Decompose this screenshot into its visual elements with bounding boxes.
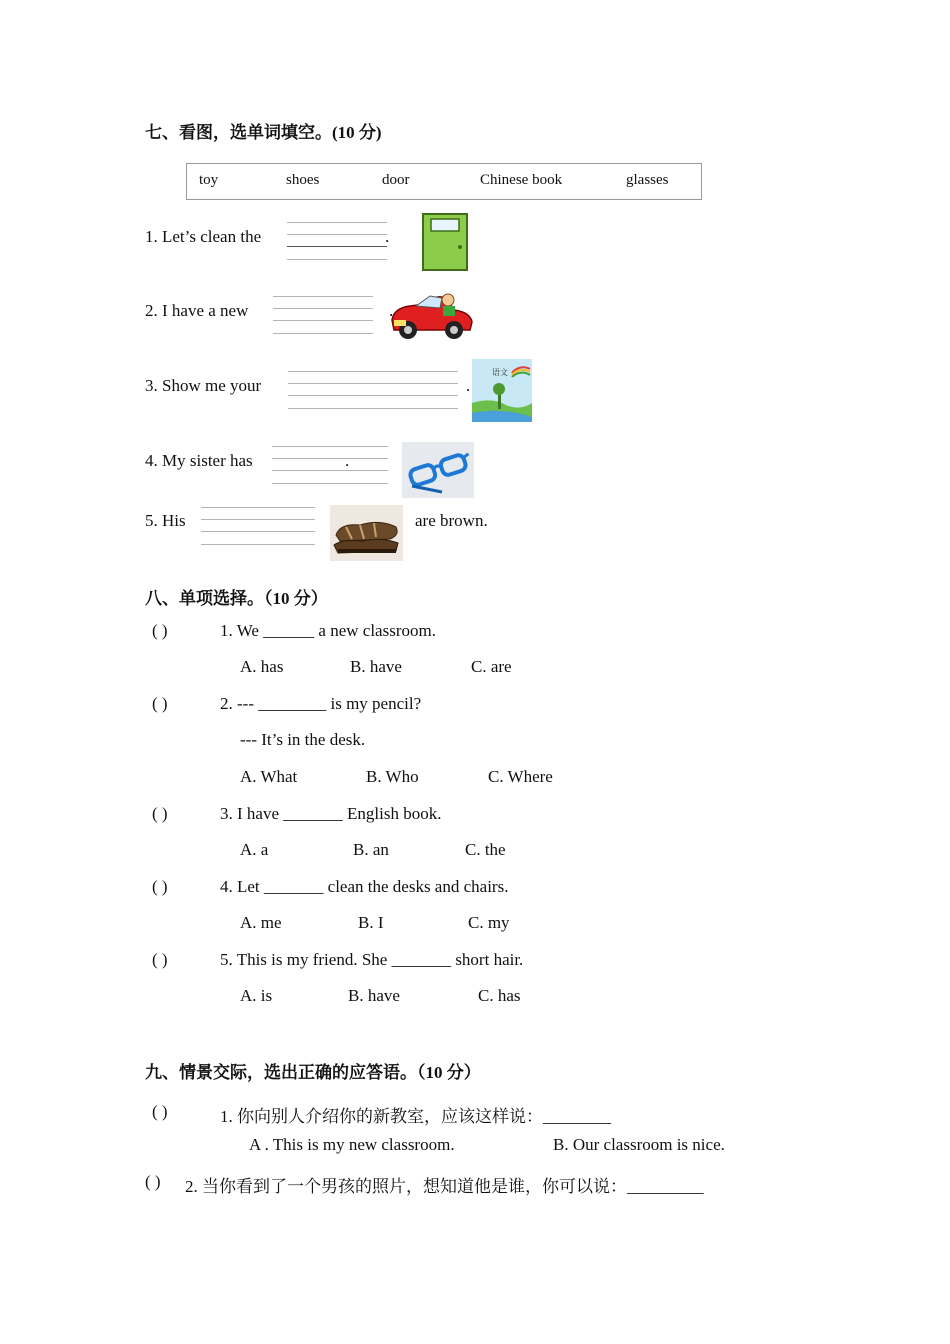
answer-bracket[interactable]: ( ) [152, 877, 168, 896]
word-bank-item: door [382, 172, 410, 188]
mc-question-1-option-a[interactable]: A. has [240, 657, 284, 676]
mc-question-2-response: --- It’s in the desk. [240, 730, 366, 749]
mc-question-5-stem: 5. This is my friend. She _______ short hair. [220, 950, 524, 969]
mc-question-1-option-b[interactable]: B. have [350, 657, 402, 676]
fill-item-2-text: 2. I have a new [145, 301, 249, 320]
answer-bracket[interactable]: ( ) [152, 694, 168, 713]
section7-heading: 七、看图，选单词填空。(10 分) [145, 123, 382, 142]
answer-bracket[interactable]: ( ) [152, 804, 168, 823]
fill-item-4-period: . [345, 451, 350, 470]
answer-bracket[interactable]: ( ) [152, 1102, 168, 1121]
mc-question-3-option-c[interactable]: C. the [465, 840, 506, 859]
mc-question-2-option-c[interactable]: C. Where [488, 767, 553, 786]
fill-item-2-period: . [389, 301, 394, 320]
fill-item-3-text: 3. Show me your [145, 376, 262, 395]
book-cover-title: 语文 [492, 368, 508, 377]
fill-item-5-tail: are brown. [415, 511, 488, 530]
mc-question-2-option-a[interactable]: A. What [240, 767, 298, 786]
fill-item-3-answer-lines[interactable] [288, 371, 458, 411]
answer-bracket[interactable]: ( ) [152, 621, 168, 640]
fill-item-4-text: 4. My sister has [145, 451, 253, 470]
mc-question-4-option-c[interactable]: C. my [468, 913, 510, 932]
word-bank-item: shoes [286, 172, 320, 188]
mc-question-1-option-c[interactable]: C. are [471, 657, 512, 676]
mc-question-4-option-b[interactable]: B. I [358, 913, 384, 932]
mc-question-5-option-c[interactable]: C. has [478, 986, 521, 1005]
fill-item-1-period: . [385, 227, 390, 246]
mc-question-3-stem: 3. I have _______ English book. [220, 804, 442, 823]
section8-heading: 八、单项选择。（10 分） [145, 589, 328, 608]
fill-item-1-answer-lines[interactable] [287, 222, 390, 262]
dialogue-question-1-option-b[interactable]: B. Our classroom is nice. [553, 1135, 725, 1154]
mc-question-4-option-a[interactable]: A. me [240, 913, 282, 932]
fill-item-1-text: 1. Let’s clean the [145, 227, 262, 246]
mc-question-3-option-b[interactable]: B. an [353, 840, 389, 859]
dialogue-question-1-option-a[interactable]: A . This is my new classroom. [249, 1135, 455, 1154]
word-bank-item: glasses [626, 172, 669, 188]
mc-question-2-option-b[interactable]: B. Who [366, 767, 419, 786]
word-bank-item: Chinese book [480, 172, 563, 188]
mc-question-2-stem: 2. --- ________ is my pencil? [220, 694, 422, 713]
dialogue-question-2-stem: 2. 当你看到了一个男孩的照片，想知道他是谁，你可以说：_________ [185, 1177, 704, 1196]
mc-question-5-option-b[interactable]: B. have [348, 986, 400, 1005]
fill-item-3-period: . [466, 376, 471, 395]
glasses-image [402, 442, 474, 498]
fill-item-5-text: 5. His [145, 511, 186, 530]
fill-item-5-answer-lines[interactable] [201, 507, 315, 547]
dialogue-question-1-stem: 1. 你向别人介绍你的新教室，应该这样说：________ [220, 1107, 611, 1126]
shoes-image [330, 505, 403, 561]
word-bank-item: toy [199, 172, 219, 188]
section9-heading: 九、情景交际，选出正确的应答语。（10 分） [145, 1063, 481, 1082]
fill-item-4-answer-lines[interactable] [272, 446, 388, 486]
mc-question-1-stem: 1. We ______ a new classroom. [220, 621, 436, 640]
answer-bracket[interactable]: ( ) [145, 1172, 161, 1191]
mc-question-5-option-a[interactable]: A. is [240, 986, 273, 1005]
toy-car-image [386, 290, 476, 342]
fill-item-2-answer-lines[interactable] [273, 296, 373, 336]
chinese-book-image [472, 359, 532, 422]
door-image [422, 213, 468, 271]
mc-question-4-stem: 4. Let _______ clean the desks and chairs. [220, 877, 509, 896]
mc-question-3-option-a[interactable]: A. a [240, 840, 269, 859]
answer-bracket[interactable]: ( ) [152, 950, 168, 969]
word-bank [186, 163, 702, 200]
